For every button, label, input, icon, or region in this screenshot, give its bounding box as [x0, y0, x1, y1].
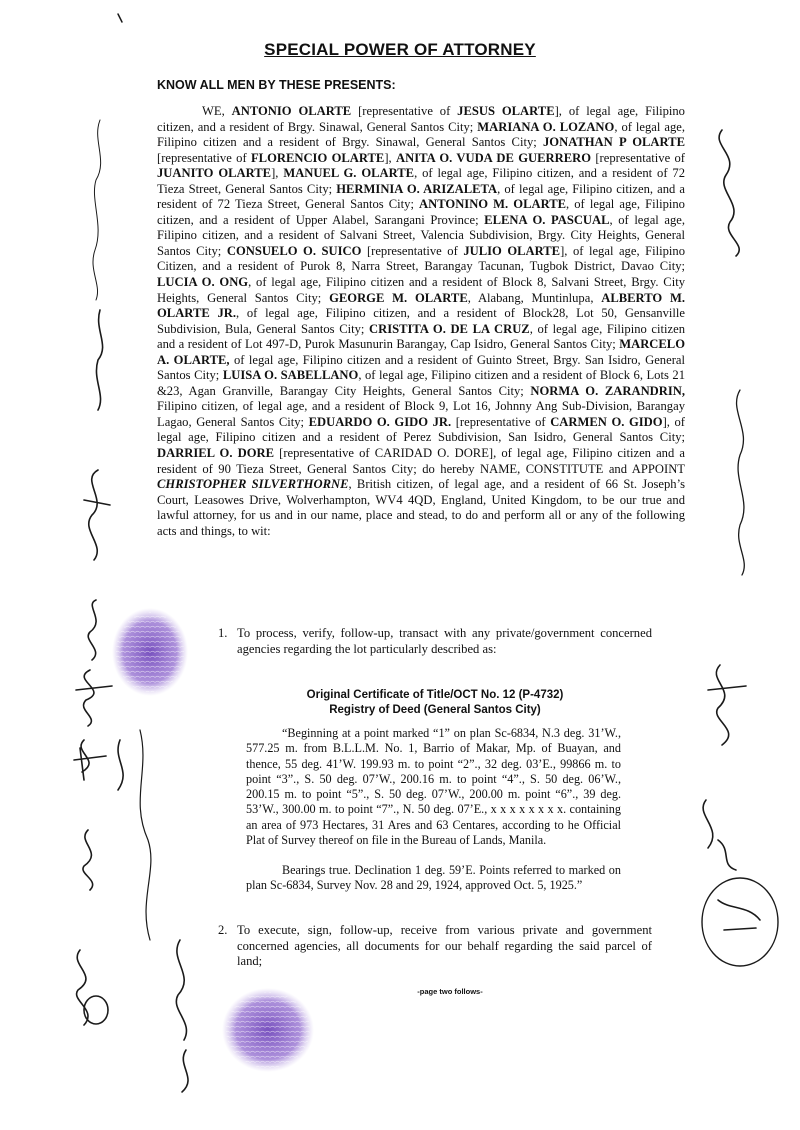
opening-line: KNOW ALL MEN BY THESE PRESENTS: — [157, 78, 396, 92]
party-name: CONSUELO O. SUICO — [226, 243, 362, 258]
paragraph-text: [representative of — [351, 104, 458, 118]
item-number: 2. — [218, 923, 228, 937]
party-name: MANUEL G. OLARTE — [283, 166, 415, 181]
party-name: DARRIEL O. DORE — [157, 446, 274, 461]
paragraph-text: [representative of — [157, 150, 251, 165]
party-name: JONATHAN P OLARTE — [543, 135, 685, 150]
party-name: MARCELO A. OLARTE, — [157, 337, 685, 367]
party-name: ELENA O. PASCUAL — [484, 212, 610, 227]
paragraph-text: [representative of — [451, 414, 551, 429]
party-name: ALBERTO M. OLARTE JR. — [157, 290, 685, 321]
page-continuation-note: -page two follows- — [417, 987, 483, 996]
party-name: HERMINIA O. ARIZALETA — [336, 181, 498, 196]
item-text: To process, verify, follow-up, transact with any private/government concerned agencies regarding the lot particularly described as: — [237, 626, 652, 656]
oct-heading — [218, 688, 652, 718]
party-name: ANTONINO M. OLARTE — [419, 197, 567, 212]
paragraph-text: WE, — [202, 104, 232, 118]
party-name: EDUARDO O. GIDO JR. — [308, 414, 452, 429]
paragraph-text: of legal age, Filipino citizen and a resident of Guinto Street, Brgy. San Isidro, General Santos City; — [157, 352, 685, 383]
paragraph-text: , of legal age, Filipino citizen and a resident of Lot 497-D, Purok Masunurin Barangay, Cap Isidro, General Santos City; — [157, 321, 685, 352]
paragraph-text: [representative of — [591, 150, 685, 165]
paragraph-text: , of legal age, Filipino citizen, and a resident of Salvani Street, Valencia Subdivision, Brgy. City Heights, General Santos City; — [157, 212, 685, 258]
party-name: CRISTITA O. DE LA CRUZ — [369, 321, 530, 336]
list-item-1 — [218, 626, 652, 657]
paragraph-text: ], — [271, 166, 284, 181]
paragraph-text: [representative of — [361, 243, 464, 258]
item-text: To execute, sign, follow-up, receive from various private and government concerned agencies, all documents for our behalf regarding the said parcel of land; — [237, 923, 652, 969]
oct-title: Original Certificate of Title/OCT No. 12 (P-4732) — [306, 689, 564, 701]
paragraph-text: , of legal age, Filipino citizen and a resident of Block 6, Lots 21 &23, Agan Granville, Barangay City Heights, General Santos City; — [157, 368, 686, 398]
thumbprint-bottom — [222, 988, 314, 1072]
party-name: FLORENCIO OLARTE — [250, 150, 385, 165]
paragraph-text: ], of legal age, Filipino citizen and a resident of Perez Subdivision, San Isidro, General Santos City; — [157, 414, 685, 445]
item-number: 1. — [218, 626, 228, 640]
party-name: LUISA O. SABELLANO — [222, 368, 359, 383]
party-name: GEORGE M. OLARTE — [329, 290, 468, 305]
party-name: NORMA O. ZARANDRIN, — [530, 383, 685, 398]
party-name: JESUS OLARTE — [457, 104, 555, 118]
thumbprint-top — [112, 608, 188, 696]
paragraph-text: ], — [384, 150, 397, 165]
paragraph-text: , of legal age, Filipino citizen and a resident of Block 8, Salvani Street, Brgy. City Heights, General Santos City; — [157, 275, 685, 305]
paragraph-text: ], of legal age, Filipino citizen, and a resident of Brgy. Sinawal, General Santos City; — [157, 104, 685, 134]
party-name: MARIANA O. LOZANO — [477, 119, 615, 134]
paragraph-text: , of legal age, Filipino citizen, and a resident of 72 Tieza Street, General Santos City; — [157, 181, 686, 212]
document-title: SPECIAL POWER OF ATTORNEY — [264, 40, 536, 59]
paragraph-text: , of legal age, Filipino citizen, and a resident of Upper Alabel, Sarangani Province; — [157, 197, 685, 227]
party-name: LUCIA O. ONG — [157, 275, 249, 290]
paragraph-text: , British citizen, of legal age, and a resident of 66 St. Joseph’s Court, Leasowes Drive, Wolverhampton, WV4 4QD, England, United Kingdom, to be our true and lawful attorney, for us and in our name, place and stead, to do and perform all or any of the following acts and things, to wit: — [157, 477, 685, 538]
party-name: ANTONIO OLARTE — [231, 104, 352, 118]
registry-title: Registry of Deed (General Santos City) — [329, 704, 541, 716]
paragraph-content — [157, 104, 685, 538]
paragraph-text: [representative of CARIDAD O. DORE], of legal age, Filipino citizen and a resident of 90 Tieza Street, General Santos City; do hereby NAME, CONSTITUTE and APPOINT — [157, 446, 685, 476]
paragraph-text: , of legal age, Filipino citizen, and a resident of Block28, Lot 50, Gensanville Subdivision, Bula, General Santos City; — [157, 306, 685, 336]
list-item-2 — [218, 923, 652, 970]
paragraph-text: , of legal age, Filipino citizen and a resident of Brgy. Sinawal, General Santos City; — [157, 119, 685, 150]
paragraph-text: , of legal age, Filipino citizen, and a resident of 72 Tieza Street, General Santos City; — [157, 166, 686, 196]
technical-description: “Beginning at a point marked “1” on plan Sc-6834, N.3 deg. 31’W., 577.25 m. from B.L.L.M. No. 1, Barrio of Makar, Mp. of Buayan, and thence, 55 deg. 41’W. 199.93 m. to point “2”., 32 deg. 03’E., 99866 m. to point “3”., S. 50 deg. 07’W., 200.16 m. to point “4”., S. 50 deg. 06’W., 200.15 m. to point “5”., S. 50 deg. 07’W., 200.00 m. point “6”., 39 deg. 53’W., 300.00 m. to point “7”., N. 50 deg. 07’E., x x x x x x x x. containing an area of 973 Hectares, 31 Ares and 63 Centares, according to he Official Plat of Survey thereof on file in the Bureau of Lands, Manila. — [246, 726, 621, 848]
bearings-note: Bearings true. Declination 1 deg. 59’E. Points referred to marked on plan Sc-6834, Survey Nov. 28 and 29, 1924, approved Oct. 5, 1925.” — [246, 863, 621, 893]
principals-paragraph — [157, 104, 685, 539]
party-name: ANITA O. VUDA DE GUERRERO — [396, 150, 592, 165]
party-name: JULIO OLARTE — [463, 243, 561, 258]
right-margin-signatures — [702, 130, 778, 966]
party-name: CARMEN O. GIDO — [550, 414, 663, 429]
top-mark — [118, 14, 122, 22]
party-name: CHRISTOPHER SILVERTHORNE — [157, 477, 349, 492]
paragraph-text: Filipino citizen, of legal age, and a resident of Block 9, Lot 16, Johnny Ang Sub-Division, Barangay Lagao, General Santos City; — [157, 399, 685, 429]
party-name: JUANITO OLARTE — [157, 166, 272, 181]
paragraph-text: ], of legal age, Filipino Citizen, and a resident of Purok 8, Narra Street, Barangay Tacunan, Tugbok District, Davao City; — [157, 243, 686, 274]
paragraph-text: , Alabang, Muntinlupa, — [467, 290, 602, 305]
